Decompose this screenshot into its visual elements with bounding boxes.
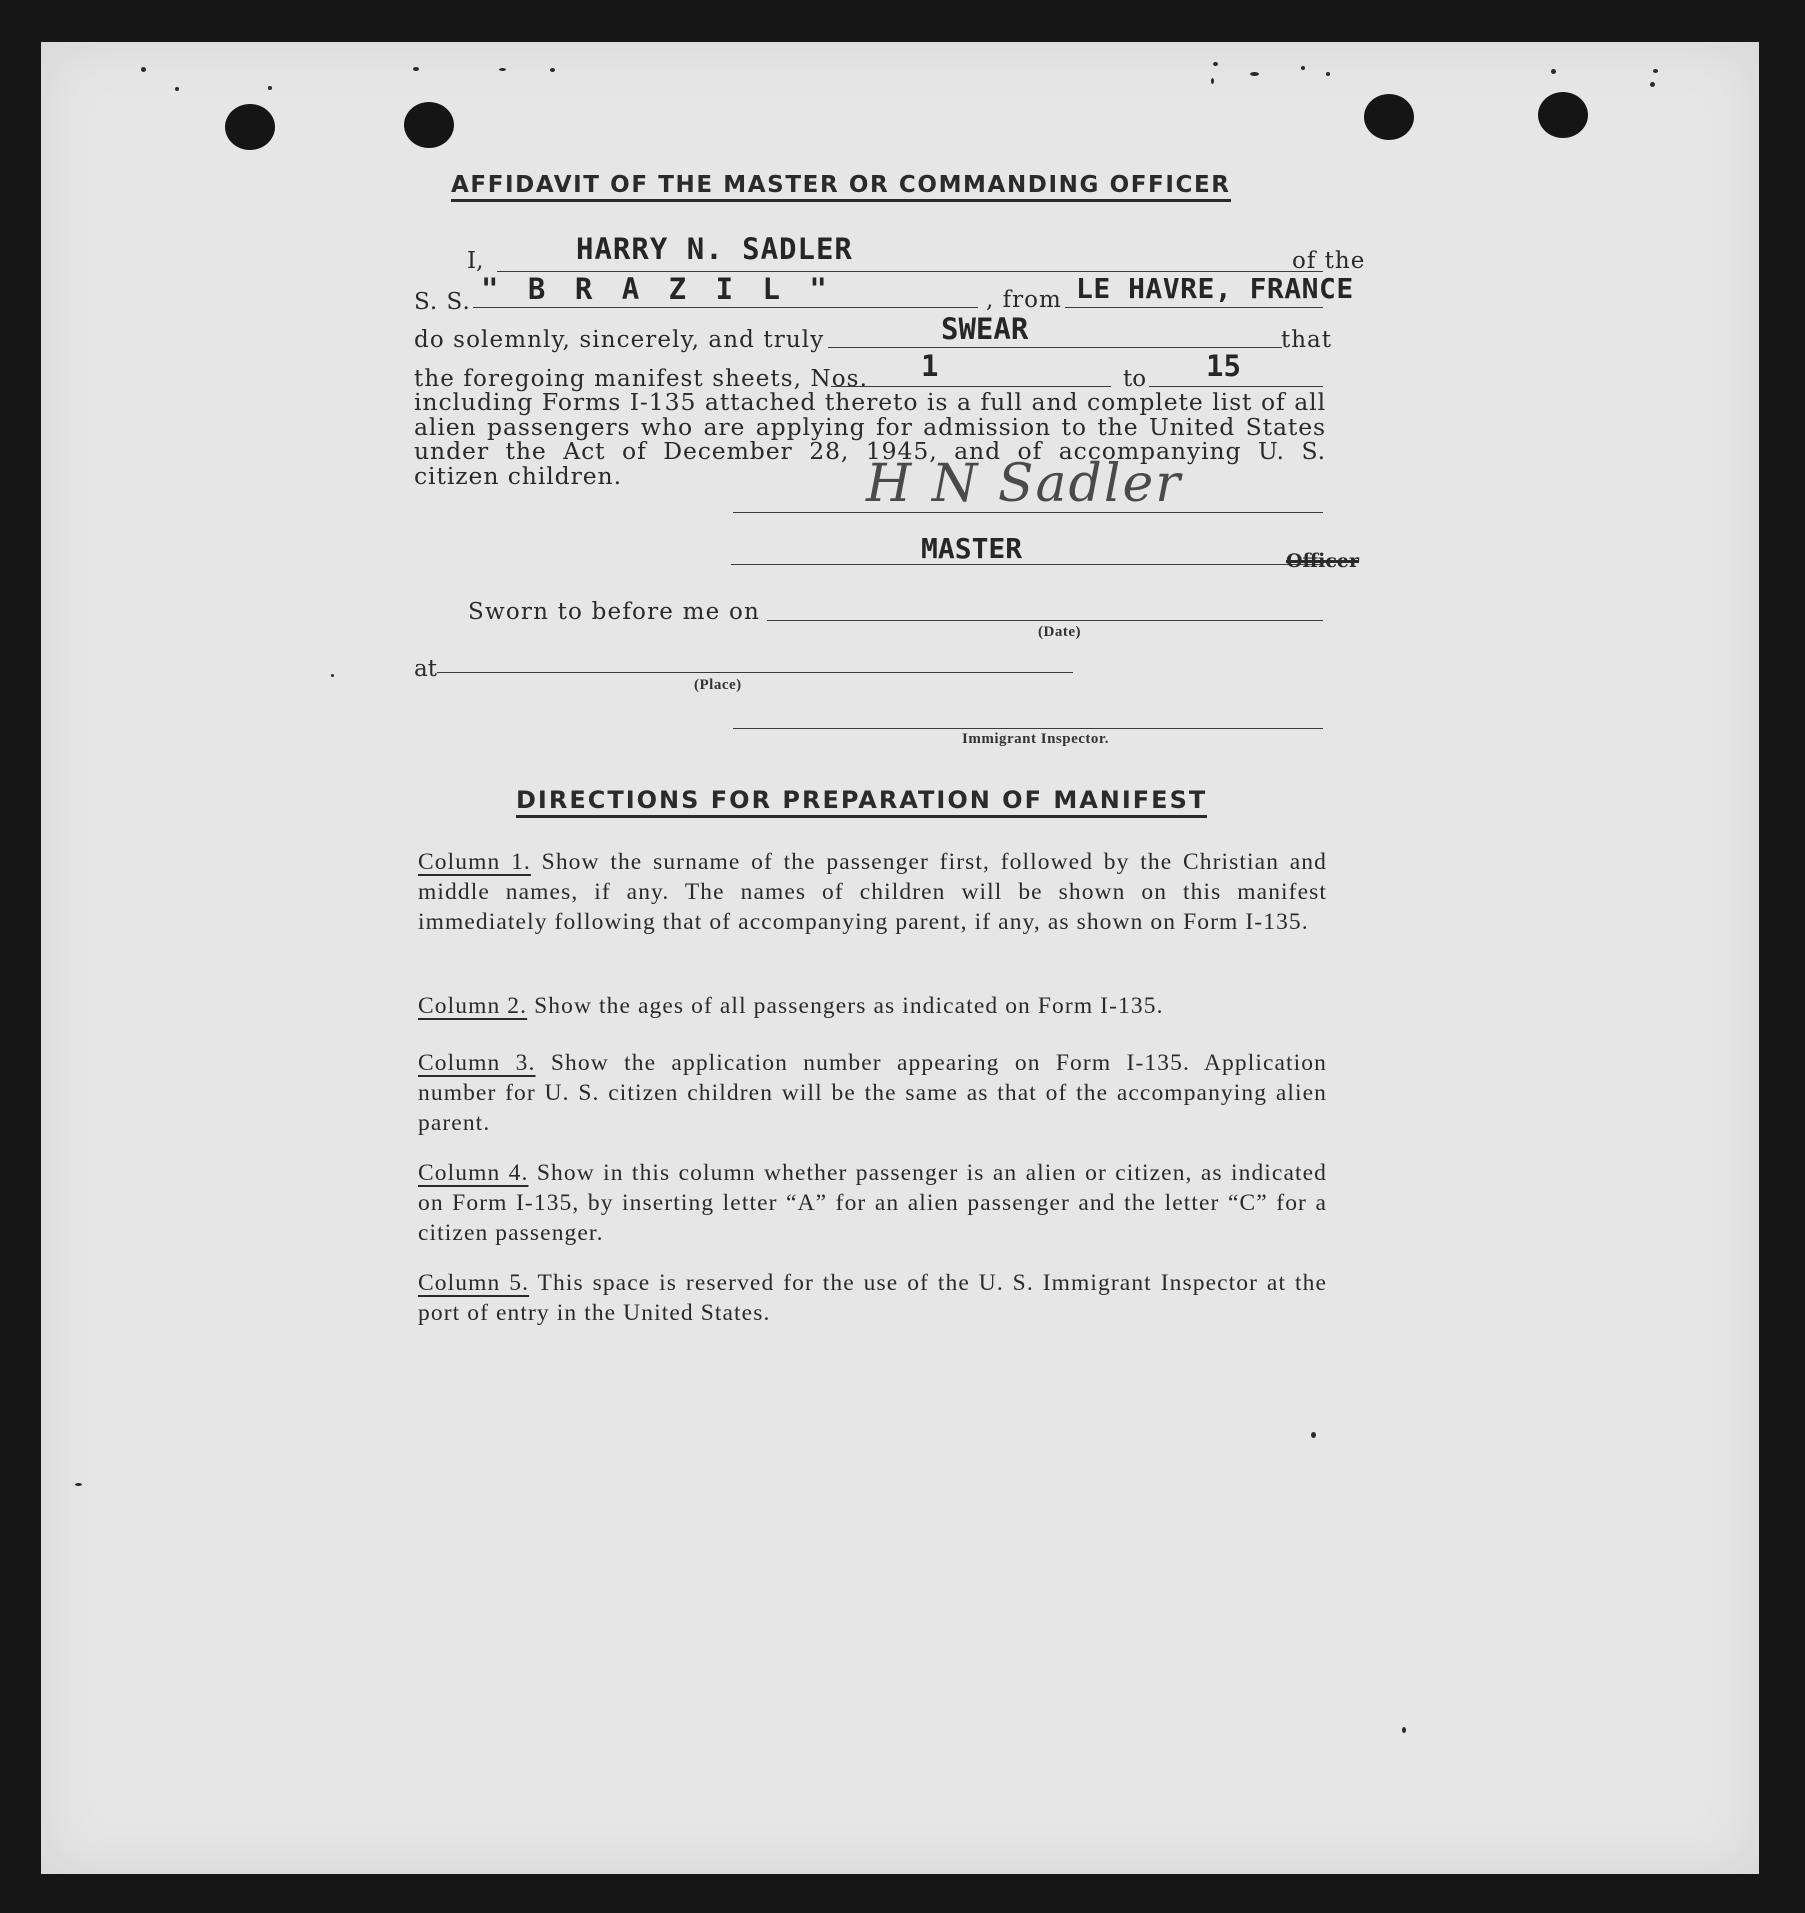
date-caption: (Date) bbox=[1038, 624, 1081, 640]
port-from-field: LE HAVRE, FRANCE bbox=[1076, 272, 1354, 305]
column-5-label: Column 5. bbox=[418, 1270, 530, 1296]
punch-hole bbox=[404, 102, 454, 148]
line-prefix-i: I, bbox=[467, 248, 484, 274]
direction-column-2 bbox=[418, 991, 1327, 1021]
dust-speck bbox=[141, 67, 146, 72]
inspector-line bbox=[733, 728, 1323, 729]
ss-label: S. S. bbox=[414, 289, 471, 315]
of-the-label: of the bbox=[1292, 248, 1366, 274]
column-1-text: Show the surname of the passenger first, followed by the Christian and middle names, if any. The names of children will be shown on this manifest immediately following that of accompanying parent, if any, as shown on Form I-135. bbox=[418, 849, 1328, 935]
sheet-from-line bbox=[831, 386, 1111, 387]
dust-speck bbox=[1326, 72, 1330, 76]
sworn-label: Sworn to before me on bbox=[468, 599, 761, 625]
dust-speck bbox=[550, 68, 555, 72]
inspector-caption: Immigrant Inspector. bbox=[962, 731, 1109, 747]
dust-speck bbox=[1301, 66, 1305, 70]
manifest-sheets-label: the foregoing manifest sheets, Nos. bbox=[414, 366, 868, 392]
dust-speck bbox=[1211, 78, 1214, 84]
dust-speck bbox=[1650, 82, 1655, 87]
title-line bbox=[731, 564, 1321, 565]
column-2-label: Column 2. bbox=[418, 993, 528, 1019]
ship-name-field: " B R A Z I L " bbox=[481, 272, 833, 306]
direction-column-5 bbox=[418, 1268, 1327, 1328]
at-label: at bbox=[414, 656, 437, 682]
dust-speck bbox=[1250, 72, 1259, 76]
oath-word-line bbox=[828, 347, 1282, 348]
dust-speck bbox=[268, 86, 272, 90]
place-caption: (Place) bbox=[694, 677, 742, 693]
punch-hole bbox=[1364, 94, 1414, 140]
dust-speck bbox=[413, 67, 419, 71]
to-label: to bbox=[1123, 366, 1147, 392]
dust-speck bbox=[499, 68, 506, 71]
affidavit-heading: AFFIDAVIT OF THE MASTER OR COMMANDING OFFICER bbox=[451, 172, 1231, 202]
paper-sheet bbox=[41, 42, 1759, 1874]
master-name-field: HARRY N. SADLER bbox=[576, 232, 853, 266]
sheet-from-field: 1 bbox=[921, 349, 939, 383]
punch-hole bbox=[1538, 92, 1588, 138]
dust-speck bbox=[1213, 62, 1218, 66]
column-4-text: Show in this column whether passenger is an alien or citizen, as indicated on Form I-135, by inserting letter “A” for an alien passenger and the letter “C” for a citizen passenger. bbox=[418, 1160, 1327, 1246]
direction-column-1 bbox=[418, 847, 1327, 937]
column-5-text: This space is reserved for the use of the U. S. Immigrant Inspector at the port of entry in the United States. bbox=[418, 1270, 1327, 1326]
column-1-label: Column 1. bbox=[418, 849, 531, 875]
column-3-text: Show the application number appearing on Form I-135. Application number for U. S. citizen children will be the same as that of the accompanying alien parent. bbox=[418, 1050, 1327, 1136]
column-2-text: Show the ages of all passengers as indicated on Form I-135. bbox=[534, 993, 1164, 1019]
sheet-to-line bbox=[1149, 386, 1323, 387]
sheet-to-field: 15 bbox=[1206, 349, 1241, 383]
directions-heading: DIRECTIONS FOR PREPARATION OF MANIFEST bbox=[516, 786, 1207, 818]
from-label: , from bbox=[986, 287, 1062, 313]
place-line bbox=[437, 672, 1073, 673]
dust-speck bbox=[175, 87, 179, 91]
dust-speck bbox=[1551, 69, 1556, 74]
oath-word-field: SWEAR bbox=[941, 312, 1029, 346]
solemnly-label: do solemnly, sincerely, and truly bbox=[414, 327, 825, 353]
master-signature: H N Sadler bbox=[866, 454, 1183, 514]
direction-column-4 bbox=[418, 1158, 1327, 1248]
port-from-line bbox=[1065, 307, 1323, 308]
column-4-label: Column 4. bbox=[418, 1160, 529, 1186]
sworn-date-line bbox=[767, 620, 1323, 621]
punch-hole bbox=[225, 104, 275, 150]
dust-speck bbox=[75, 1483, 82, 1486]
signature-line bbox=[733, 512, 1323, 513]
that-label: that bbox=[1281, 327, 1333, 353]
title-typed-field: MASTER bbox=[921, 532, 1023, 565]
column-3-label: Column 3. bbox=[418, 1050, 536, 1076]
direction-column-3 bbox=[418, 1048, 1327, 1138]
affidavit-body: including Forms I-135 attached thereto is a full and complete list of all alien passengers who are applying for admission to the United States under the Act of December 28, 1945, and of accompanying U. S. citizen children. bbox=[414, 388, 1326, 490]
dust-speck bbox=[331, 674, 334, 677]
dust-speck bbox=[1402, 1727, 1406, 1733]
ship-name-line bbox=[473, 307, 978, 308]
dust-speck bbox=[1311, 1432, 1316, 1438]
dust-speck bbox=[1653, 69, 1658, 73]
title-struck-label: Officer bbox=[1286, 550, 1360, 572]
